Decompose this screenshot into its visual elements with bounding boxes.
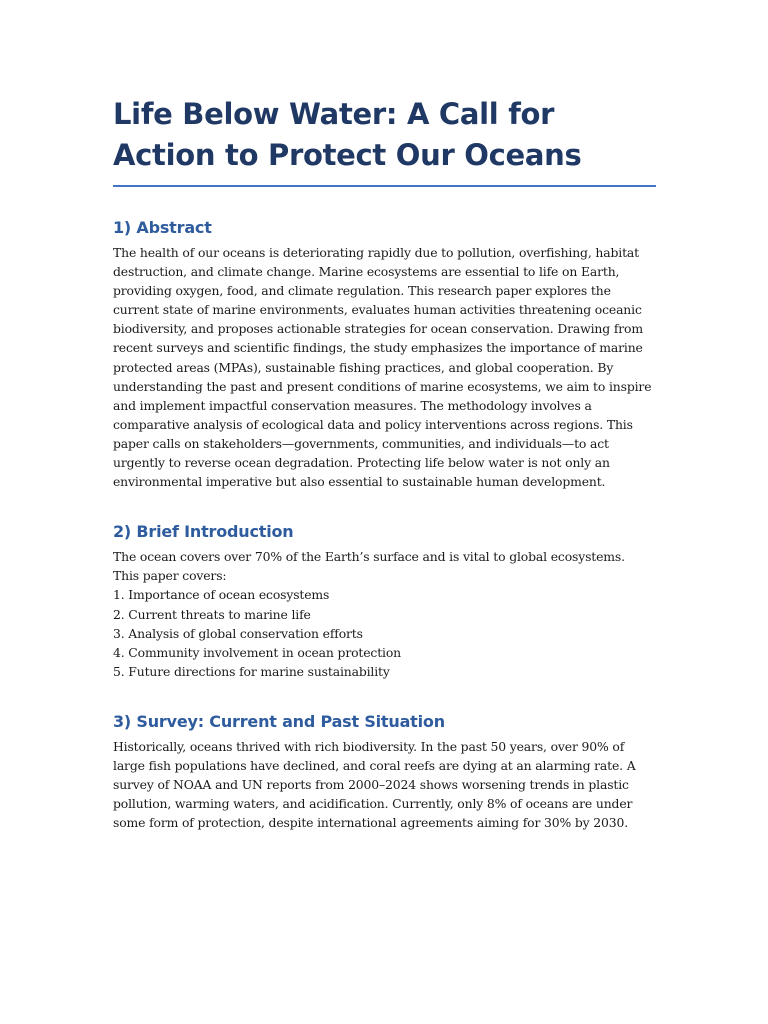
section-heading-abstract: 1) Abstract [113, 218, 212, 237]
list-item: 2. Current threats to marine life [113, 606, 311, 622]
document-page [113, 94, 656, 832]
document-title: Life Below Water: A Call for Action to Protect Our Oceans [113, 94, 656, 187]
introduction-line: This paper covers: [113, 568, 227, 584]
list-item: 3. Analysis of global conservation efforts [113, 625, 363, 641]
introduction-line: The ocean covers over 70% of the Earth’s surface and is vital to global ecosystems. [113, 549, 625, 565]
introduction-block [113, 547, 656, 681]
list-item: 4. Community involvement in ocean protection [113, 644, 401, 660]
section-heading-introduction: 2) Brief Introduction [113, 522, 294, 542]
list-item: 5. Future directions for marine sustainability [113, 663, 390, 679]
survey-paragraph: Historically, oceans thrived with rich biodiversity. In the past 50 years, over 90% of large fish populations have declined, and coral reefs are dying at an alarming rate. A survey of NOAA and UN reports from 2000–2024 shows worsening trends in plastic pollution, warming waters, and acidification. Currently, only 8% of oceans are under some form of protection, despite international agreements aiming for 30% by 2030. [113, 738, 636, 831]
abstract-paragraph: The health of our oceans is deteriorating rapidly due to pollution, overfishing, habitat destruction, and climate change. Marine ecosystems are essential to life on Earth, providing oxygen, food, and climate regulation. This research paper explores the current state of marine environments, evaluates human activities threatening oceanic biodiversity, and proposes actionable strategies for ocean conservation. Drawing from recent surveys and scientific findings, the study emphasizes the importance of marine protected areas (MPAs), sustainable fishing practices, and global cooperation. By understanding the past and present conditions of marine ecosystems, we aim to inspire and implement impactful conservation measures. The methodology involves a comparative analysis of ecological data and policy interventions across regions. This paper calls on stakeholders—governments, communities, and individuals—to act urgently to reverse ocean degradation. Protecting life below water is not only an environmental imperative but also essential to sustainable human development. [113, 245, 652, 490]
list-item: 1. Importance of ocean ecosystems [113, 587, 330, 603]
section-heading-survey: 3) Survey: Current and Past Situation [113, 711, 445, 731]
